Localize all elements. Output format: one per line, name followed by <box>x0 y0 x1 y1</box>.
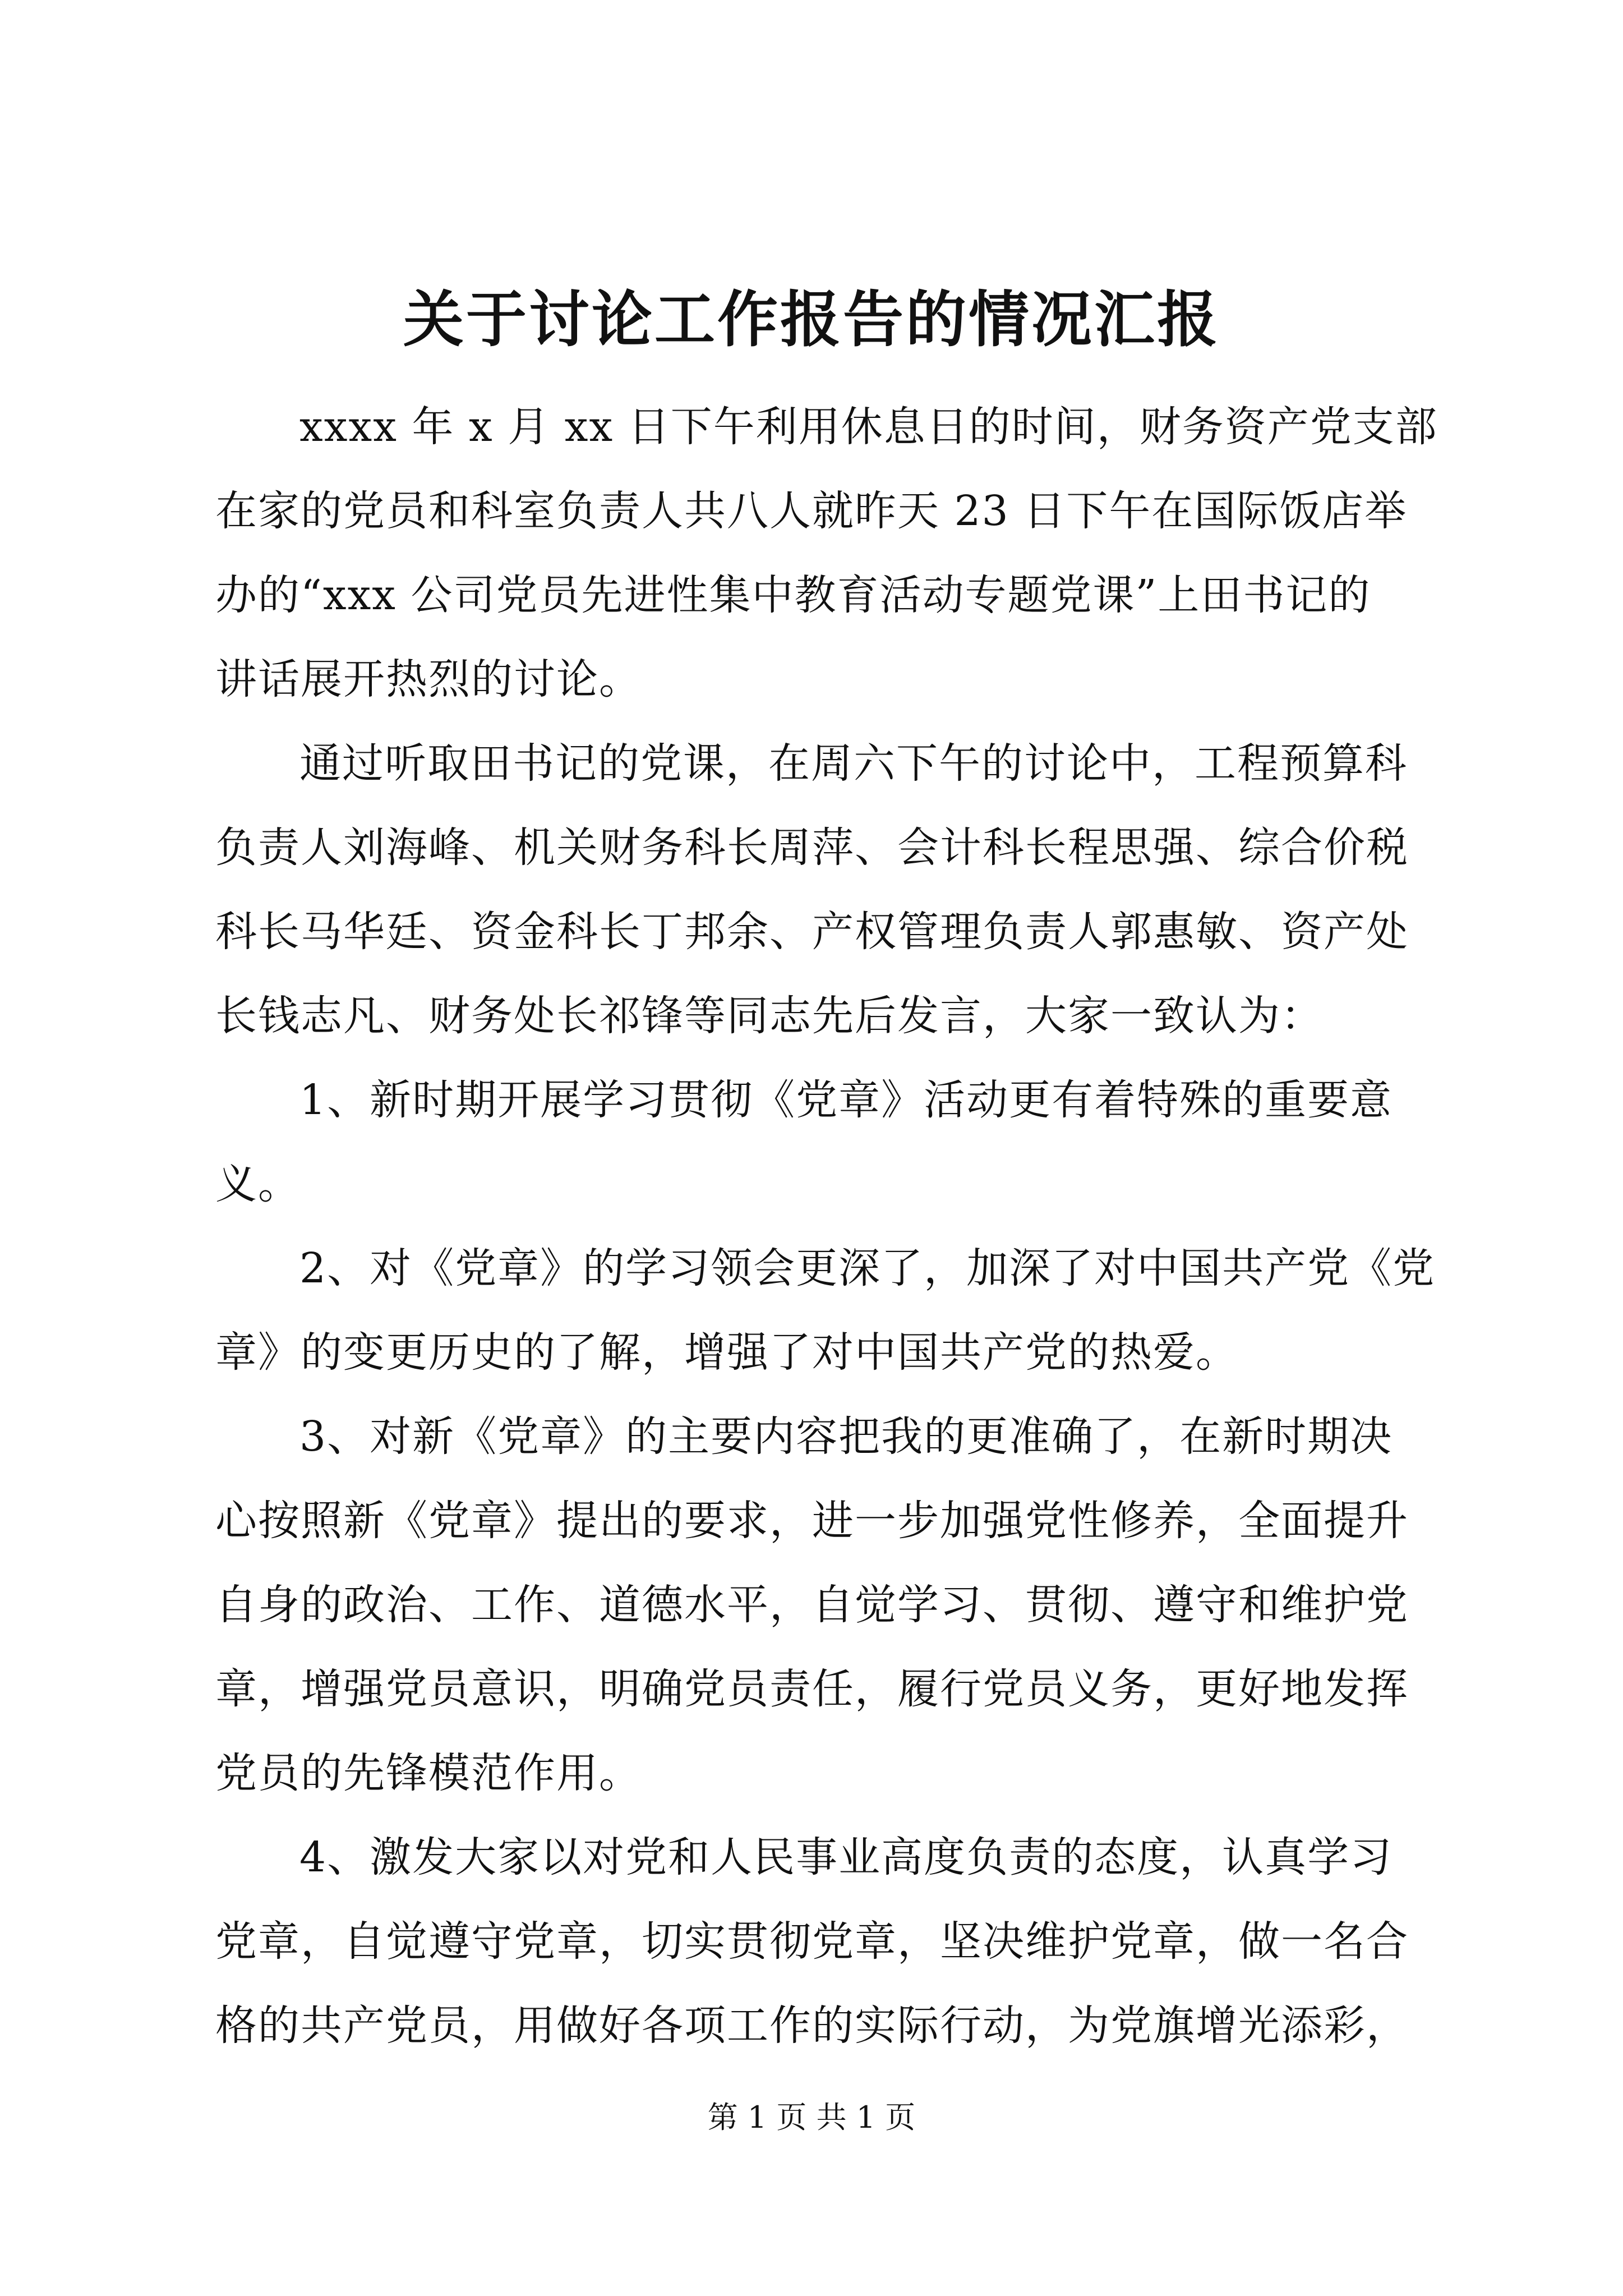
paragraph-line: 3、对新《党章》的主要内容把我的更准确了，在新时期决 <box>299 1412 1393 1461</box>
paragraph-line: 章》的变更历史的了解，增强了对中国共产党的热爱。 <box>215 1328 1238 1377</box>
paragraph-line: 负责人刘海峰、机关财务科长周萍、会计科长程思强、综合价税 <box>215 823 1409 872</box>
paragraph-line: xxxx 年 x 月 xx 日下午利用休息日的时间，财务资产党支部 <box>299 403 1438 451</box>
paragraph-line: 科长马华廷、资金科长丁邦余、产权管理负责人郭惠敏、资产处 <box>215 908 1409 956</box>
paragraph-line: 党章，自觉遵守党章，切实贯彻党章，坚决维护党章，做一名合 <box>215 1917 1409 1966</box>
paragraph-line: 讲话展开热烈的讨论。 <box>215 655 642 703</box>
document-body <box>215 385 1449 2068</box>
paragraph-line: 心按照新《党章》提出的要求，进一步加强党性修养，全面提升 <box>215 1497 1409 1545</box>
paragraph-line: 通过听取田书记的党课，在周六下午的讨论中，工程预算科 <box>299 739 1408 788</box>
paragraph-line: 格的共产党员，用做好各项工作的实际行动，为党旗增光添彩， <box>215 2001 1409 2050</box>
paragraph-line: 党员的先锋模范作用。 <box>215 1749 642 1797</box>
paragraph-line: 在家的党员和科室负责人共八人就昨天 23 日下午在国际饭店举 <box>215 487 1408 535</box>
paragraph-line: 义。 <box>215 1160 301 1208</box>
paragraph-line: 2、对《党章》的学习领会更深了，加深了对中国共产党《党 <box>299 1244 1436 1292</box>
paragraph-line: 自身的政治、工作、道德水平，自觉学习、贯彻、遵守和维护党 <box>215 1581 1409 1629</box>
document-title: 关于讨论工作报告的情况汇报 <box>403 284 1220 355</box>
paragraph-line: 4、激发大家以对党和人民事业高度负责的态度，认真学习 <box>299 1833 1393 1881</box>
paragraph-line: 章，增强党员意识，明确党员责任，履行党员义务，更好地发挥 <box>215 1665 1409 1713</box>
paragraph-line: 长钱志凡、财务处长祁锋等同志先后发言，大家一致认为： <box>215 992 1324 1040</box>
paragraph-line: 1、新时期开展学习贯彻《党章》活动更有着特殊的重要意 <box>299 1076 1393 1124</box>
page-footer: 第 1 页 共 1 页 <box>707 2100 916 2135</box>
paragraph-line: 办的“xxx 公司党员先进性集中教育活动专题党课”上田书记的 <box>215 571 1371 619</box>
